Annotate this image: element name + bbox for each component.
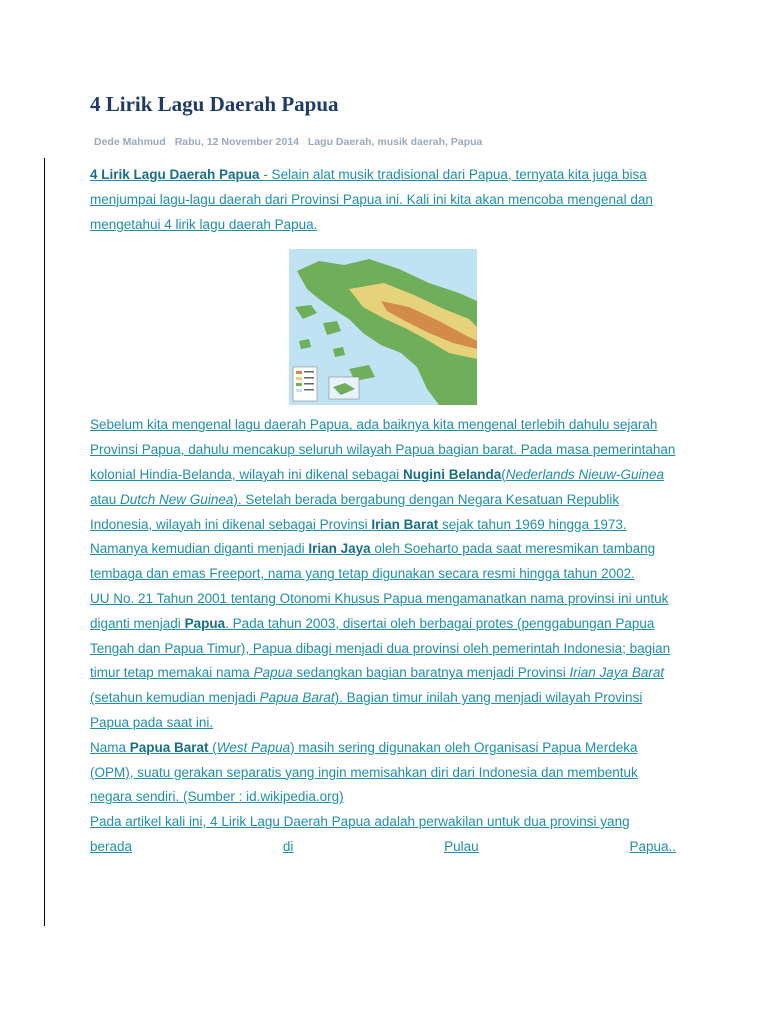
page-margin-rule	[44, 158, 45, 926]
intro-text: - Selain alat musik tradisional dari Papua, ternyata kita juga bisa menjumpai lagu-lagu daerah dari Provinsi Papua ini. Kali ini kita akan mencoba mengenal dan mengetahui 4 lirik lagu daerah Papua.	[90, 167, 653, 232]
post-author[interactable]: Dede Mahmud	[94, 136, 166, 148]
history-paragraph[interactable]: Sebelum kita mengenal lagu daerah Papua, ada baiknya kita mengenal terlebih dahulu sejarah Provinsi Papua, dahulu mencakup seluruh wilayah Papua bagian barat. Pada masa pemerintahan kolonial Hindia-Belanda, wilayah ini dikenal sebagai Nugini Belanda(Nederlands Nieuw-Guinea atau Dutch New Guinea). Setelah berada bergabung dengan Negara Kesatuan Republik Indonesia, wilayah ini dikenal sebagai Provinsi Irian Barat sejak tahun 1969 hingga 1973. Namanya kemudian diganti menjadi Irian Jaya oleh Soeharto pada saat meresmikan tambang tembaga dan emas Freeport, nama yang tetap digunakan secara resmi hingga tahun 2002.	[90, 417, 676, 582]
closing-line-1[interactable]: Pada artikel kali ini, 4 Lirik Lagu Daerah Papua adalah perwakilan untuk dua provinsi yang	[90, 814, 630, 830]
autonomy-paragraph[interactable]: UU No. 21 Tahun 2001 tentang Otonomi Khusus Papua mengamanatkan nama provinsi ini untuk diganti menjadi Papua. Pada tahun 2003, disertai oleh berbagai protes (penggabungan Papua Tengah dan Papua Timur), Papua dibagi menjadi dua provinsi oleh pemerintah Indonesia; bagian timur tetap memakai nama Papua sedangkan bagian baratnya menjadi Provinsi Irian Jaya Barat (setahun kemudian menjadi Papua Barat). Bagian timur inilah yang menjadi wilayah Provinsi Papua pada saat ini.	[90, 590, 671, 730]
intro-paragraph[interactable]	[90, 163, 676, 237]
post-title[interactable]: 4 Lirik Lagu Daerah Papua	[90, 92, 339, 116]
post-meta	[94, 136, 488, 148]
papua-map-image	[289, 249, 477, 405]
post-body	[90, 163, 676, 860]
closing-paragraph[interactable]	[90, 810, 676, 860]
closing-line-2[interactable]: berada di Pulau Papua..	[90, 838, 676, 854]
intro-link[interactable]: 4 Lirik Lagu Daerah Papua	[90, 167, 260, 182]
post-date[interactable]: Rabu, 12 November 2014	[174, 136, 299, 148]
post-labels[interactable]: Lagu Daerah, musik daerah, Papua	[307, 136, 483, 148]
west-papua-paragraph[interactable]: Nama Papua Barat (West Papua) masih sering digunakan oleh Organisasi Papua Merdeka (OPM), suatu gerakan separatis yang ingin memisahkan diri dari Indonesia dan membentuk negara sendiri. (Sumber : id.wikipedia.org)	[90, 739, 638, 805]
